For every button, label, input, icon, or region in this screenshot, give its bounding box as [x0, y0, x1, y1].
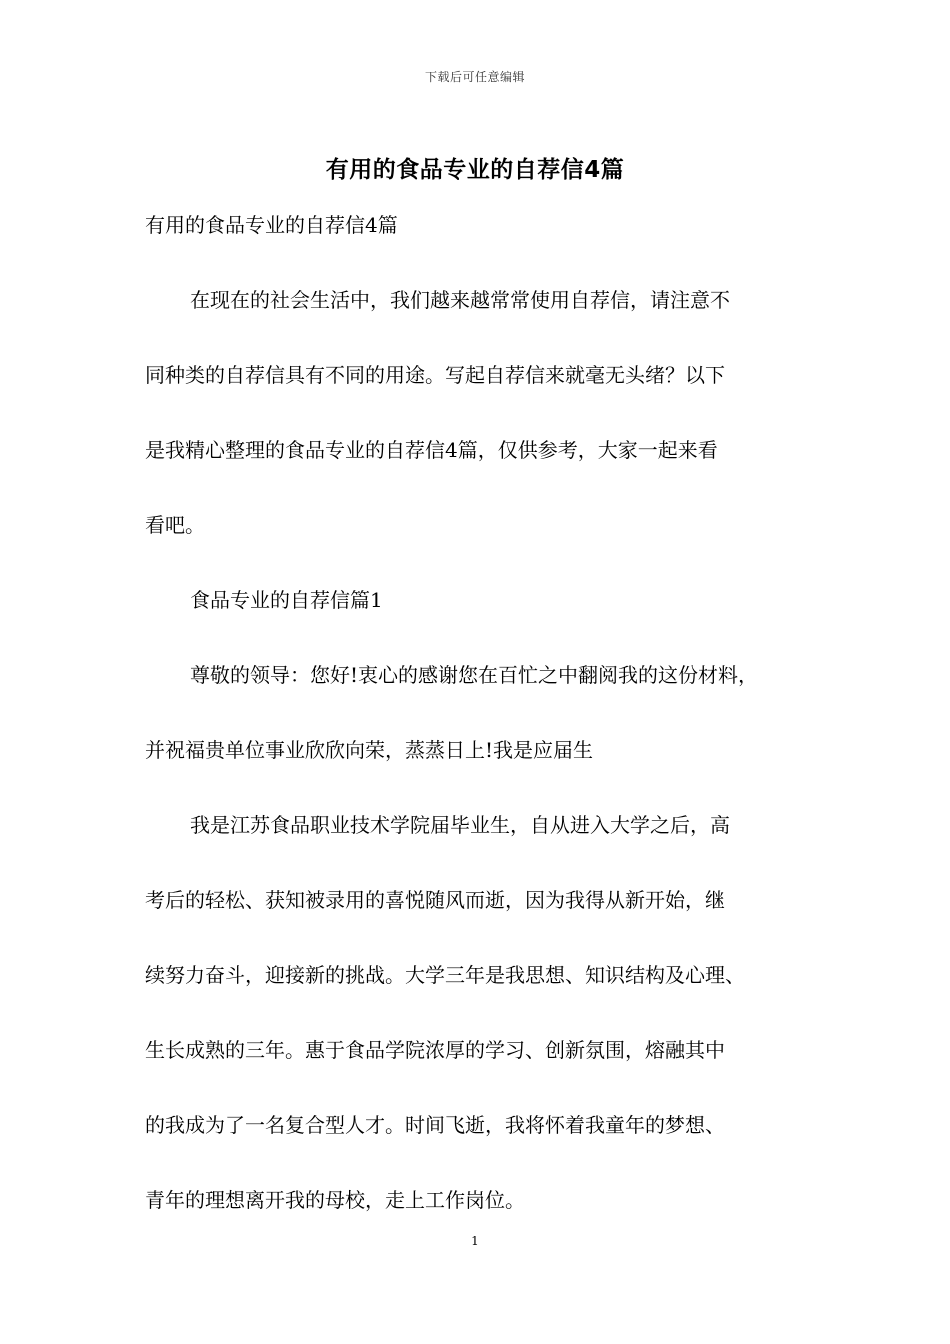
- document-title: 有用的食品专业的自荐信4篇: [325, 157, 625, 183]
- body-line: 在现在的社会生活中，我们越来越常常使用自荐信，请注意不: [190, 288, 730, 312]
- page-number: 1: [471, 1234, 479, 1248]
- document-subtitle: 有用的食品专业的自荐信4篇: [145, 213, 398, 237]
- body-line: 并祝福贵单位事业欣欣向荣，蒸蒸日上!我是应届生: [145, 738, 594, 762]
- body-line: 是我精心整理的食品专业的自荐信4篇，仅供参考，大家一起来看: [145, 438, 718, 462]
- body-line: 续努力奋斗，迎接新的挑战。大学三年是我思想、知识结构及心理、: [145, 963, 745, 987]
- body-line: 生长成熟的三年。惠于食品学院浓厚的学习、创新氛围，熔融其中: [145, 1038, 725, 1062]
- section-heading: 食品专业的自荐信篇1: [190, 588, 383, 612]
- header-note: 下载后可任意编辑: [424, 70, 525, 84]
- body-line: 看吧。: [145, 513, 205, 537]
- body-line: 我是江苏食品职业技术学院届毕业生，自从进入大学之后，高: [190, 813, 730, 837]
- body-line: 的我成为了一名复合型人才。时间飞逝，我将怀着我童年的梦想、: [145, 1113, 725, 1137]
- body-line: 同种类的自荐信具有不同的用途。写起自荐信来就毫无头绪？以下: [145, 363, 725, 387]
- body-line: 尊敬的领导：您好!衷心的感谢您在百忙之中翻阅我的这份材料，: [190, 663, 759, 687]
- body-line: 青年的理想离开我的母校，走上工作岗位。: [145, 1188, 525, 1212]
- body-line: 考后的轻松、获知被录用的喜悦随风而逝，因为我得从新开始，继: [145, 888, 725, 912]
